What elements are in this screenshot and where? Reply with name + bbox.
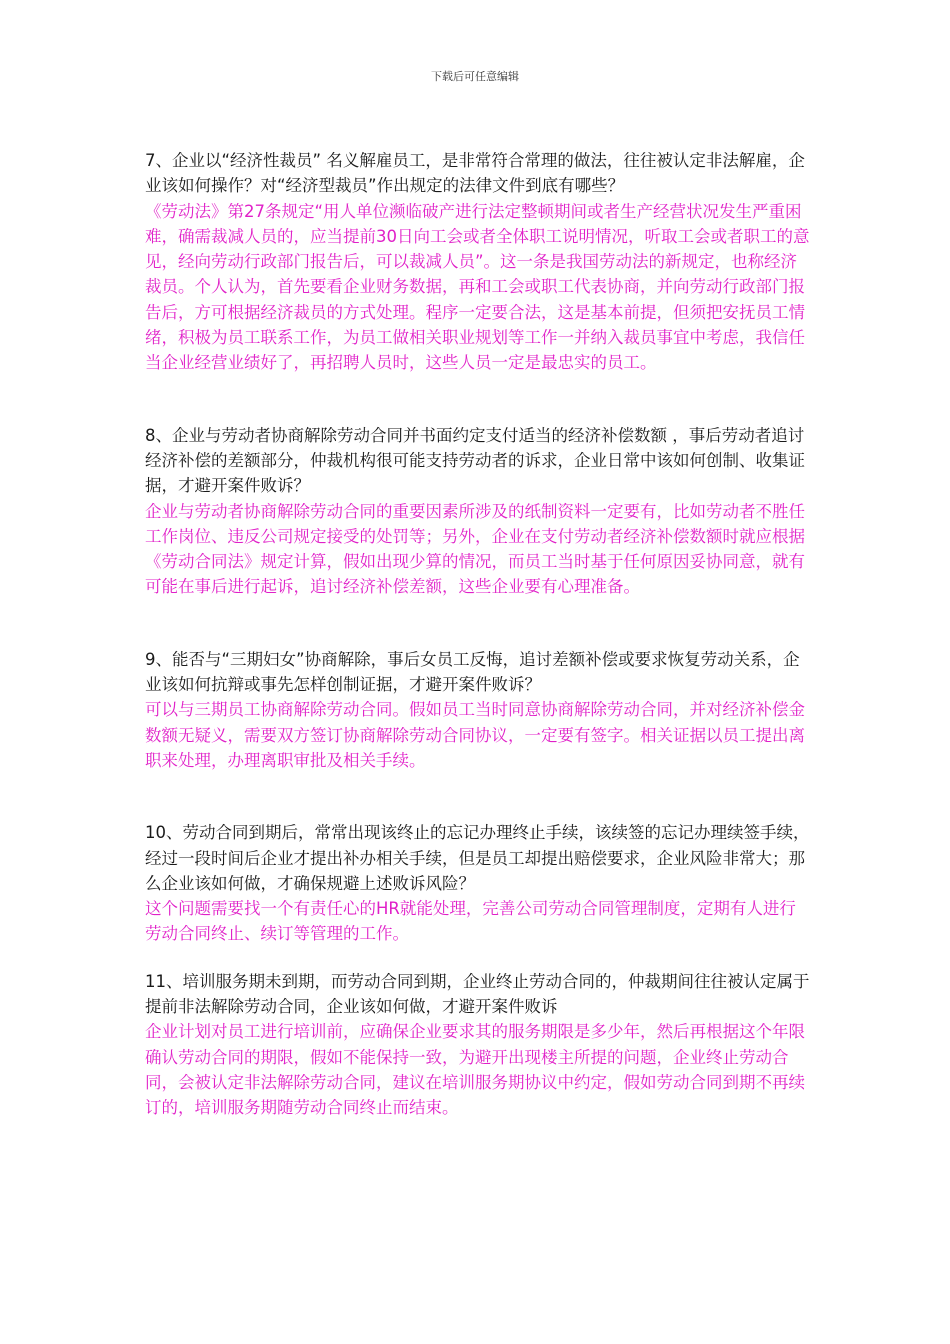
answer-9: 可以与三期员工协商解除劳动合同。假如员工当时同意协商解除劳动合同，并对经济补偿金数额无疑义，需要双方签订协商解除劳动合同协议，一定要有签字。相关证据以员工提出离职来处理，办理离职审批及相关手续。 xyxy=(145,700,805,770)
document-body xyxy=(145,148,810,1121)
qa-item-10 xyxy=(145,820,810,946)
answer-10: 这个问题需要找一个有责任心的HR就能处理，完善公司劳动合同管理制度，定期有人进行劳动合同终止、续订等管理的工作。 xyxy=(145,899,796,944)
qa-item-9 xyxy=(145,647,810,773)
answer-11: 企业计划对员工进行培训前，应确保企业要求其的服务期限是多少年，然后再根据这个年限确认劳动合同的期限，假如不能保持一致，为避开出现楼主所提的问题，企业终止劳动合同，会被认定非法解除劳动合同，建议在培训服务期协议中约定，假如劳动合同到期不再续订的，培训服务期随劳动合同终止而结束。 xyxy=(145,1022,805,1118)
question-7: 7、企业以“经济性裁员” 名义解雇员工，是非常符合常理的做法，往往被认定非法解雇，企业该如何操作？对“经济型裁员”作出规定的法律文件到底有哪些？ xyxy=(145,151,805,196)
qa-item-11 xyxy=(145,969,810,1121)
question-9: 9、能否与“三期妇女”协商解除，事后女员工反悔，追讨差额补偿或要求恢复劳动关系，企业该如何抗辩或事先怎样创制证据，才避开案件败诉？ xyxy=(145,649,800,695)
question-8: 8、企业与劳动者协商解除劳动合同并书面约定支付适当的经济补偿数额 ，事后劳动者追讨经济补偿的差额部分，仲裁机构很可能支持劳动者的诉求，企业日常中该如何创制、收集证据，才避开案件败诉？ xyxy=(145,425,805,496)
qa-item-7 xyxy=(145,148,810,376)
answer-7: 《劳动法》第27条规定“用人单位濒临破产进行法定整顿期间或者生产经营状况发生严重困难，确需裁减人员的，应当提前30日向工会或者全体职工说明情况，听取工会或者职工的意见，经向劳动行政部门报告后，可以裁减人员”。这一条是我国劳动法的新规定，也称经济裁员。个人认为，首先要看企业财务数据，再和工会或职工代表协商，并向劳动行政部门报告后，方可根据经济裁员的方式处理。程序一定要合法，这是基本前提，但须把安抚员工情绪，积极为员工联系工作，为员工做相关职业规划等工作一并纳入裁员事宜中考虑，我信任当企业经营业绩好了，再招聘人员时，这些人员一定是最忠实的员工。 xyxy=(145,201,810,373)
answer-8: 企业与劳动者协商解除劳动合同的重要因素所涉及的纸制资料一定要有，比如劳动者不胜任工作岗位、违反公司规定接受的处罚等；另外，企业在支付劳动者经济补偿数额时就应根据《劳动合同法》规定计算，假如出现少算的情况，而员工当时基于任何原因妥协同意，就有可能在事后进行起诉，追讨经济补偿差额，这些企业要有心理准备。 xyxy=(145,501,805,597)
question-11: 11、培训服务期未到期，而劳动合同到期，企业终止劳动合同的，仲裁期间往往被认定属于提前非法解除劳动合同，企业该如何做，才避开案件败诉 xyxy=(145,971,810,1017)
question-10: 10、劳动合同到期后，常常出现该终止的忘记办理终止手续，该续签的忘记办理续签手续，经过一段时间后企业才提出补办相关手续，但是员工却提出赔偿要求，企业风险非常大；那么企业该如何做，才确保规避上述败诉风险？ xyxy=(145,823,810,893)
qa-item-8 xyxy=(145,423,810,600)
page-header: 下载后可任意编辑 xyxy=(431,70,519,83)
